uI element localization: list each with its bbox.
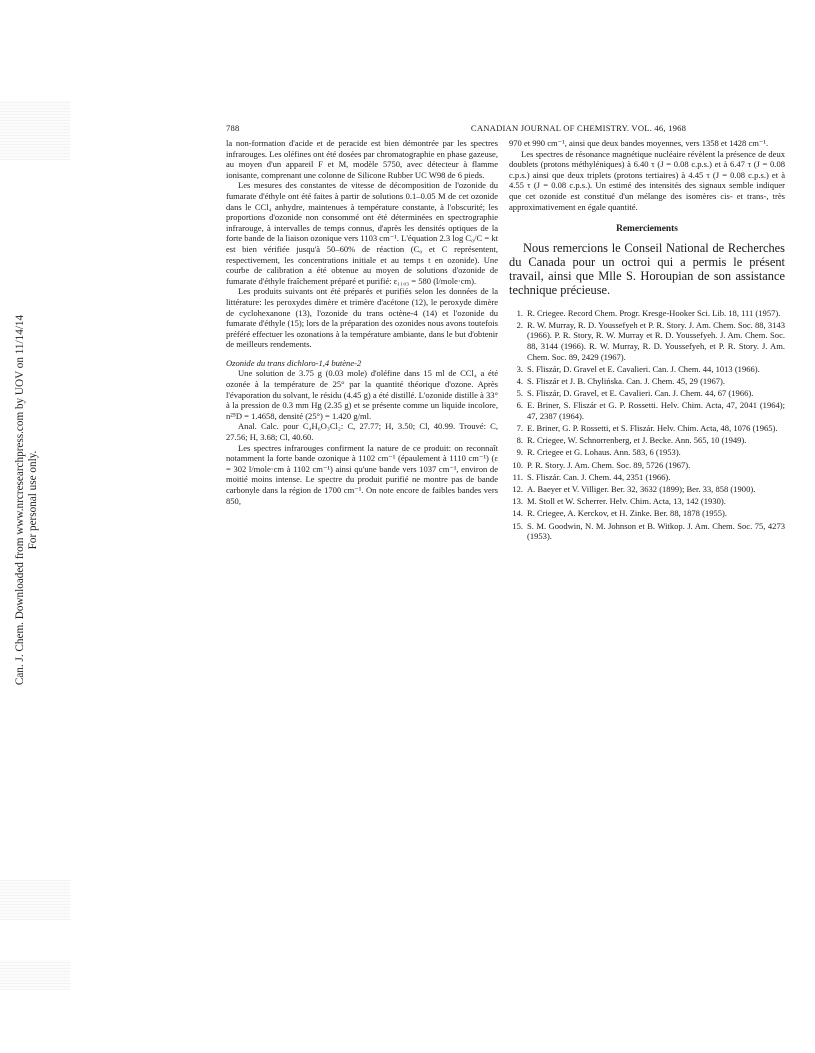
reference-item (509, 308, 785, 319)
reference-item (509, 364, 785, 375)
paragraph: Les mesures des constantes de vitesse de décomposition de l'ozonide du fumarate d'éthyle ont été faites à partir de solutions 0.1–0.05 M de cet ozonide dans le CCl₄ anhydre, maintenues à température constante, à l'obscurité; les proportions d'ozonide non consommé ont été déterminées en spectrographie infrarouge, à intervalles de temps connus, d'après les densités optiques de la forte bande de la liaison ozonique vers 1103 cm⁻¹. L'équation 2.3 log C₀/C = kt est bien vérifiée jusqu'à 50–60% de réaction (C₀ et C représentent, respectivement, les concentrations initiale et au temps t en ozonide). Une courbe de calibration a été obtenue au moyen de solutions d'ozonide de fumarate d'éthyle fraîchement préparé et purifié: ε₁₁₀₃ = 580 (l/mole·cm). (226, 180, 498, 286)
reference-number: 8. (516, 435, 523, 446)
reference-item (509, 320, 785, 362)
left-column (226, 138, 498, 506)
reference-item (509, 472, 785, 483)
paragraph: Les spectres de résonance magnétique nucléaire révèlent la présence de deux doublets (protons méthyléniques) à 6.40 τ (J = 0.08 c.p.s.) et à 6.47 τ (J = 0.08 c.p.s.) ainsi que deux triplets (protons tertiaires) à 4.45 τ (J = 0.08 c.p.s.) et à 4.55 τ (J = 0.08 c.p.s.). Un estimé des intensités des signaux semble indiquer que cet ozonide est constitué d'un mélange des isomères cis- et trans-, très approximativement en égale quantité. (509, 148, 785, 212)
reference-number: 1. (516, 307, 523, 318)
reference-number: 12. (512, 484, 523, 494)
reference-item (509, 460, 785, 471)
reference-number: 10. (512, 459, 523, 470)
reference-item (509, 376, 785, 387)
reference-number: 14. (512, 508, 523, 519)
reference-item (509, 435, 785, 446)
journal-title: CANADIAN JOURNAL OF CHEMISTRY. VOL. 46, 1968 (470, 123, 687, 133)
reference-text: R. Criegee, W. Schnorrenberg, et J. Becke. Ann. 565, 10 (1949). (527, 435, 747, 446)
reference-number: 4. (516, 375, 523, 386)
paragraph: Une solution de 3.75 g (0.03 mole) d'oléfine dans 15 ml de CCl₄ a été ozonée à la température de 25° par la quantité théorique d'ozone. Après l'évaporation du solvant, le résidu (4.45 g) a été distillé. L'ozonide distille à 33° à la pression de 0.3 mm Hg (2.35 g) et se présente comme un liquide incolore, n²⁵D = 1.4658, densité (25°) = 1.420 g/ml. (226, 368, 498, 421)
section-title: Remerciements (616, 224, 678, 235)
reference-item (509, 508, 785, 519)
reference-number: 11. (512, 471, 523, 482)
subsection-heading: Ozonide du trans dichloro-1,4 butène-2 (226, 357, 362, 368)
reference-number: 5. (516, 388, 523, 399)
margin-scan-artifact (0, 960, 70, 990)
reference-number: 3. (516, 363, 523, 374)
reference-text: S. Fliszár. Can. J. Chem. 44, 2351 (1966). (527, 471, 671, 482)
paragraph: la non-formation d'acide et de peracide est bien démontrée par les spectres infrarouges. Les oléfines ont été dosées par chromatographie en phase gazeuse, au moyen d'un appareil F et M, modèle 5750, avec détecteur à flamme ionisante, comprenant une colonne de Silicone Rubber UC W98 de 6 pieds. (226, 138, 498, 180)
right-column (509, 138, 785, 543)
reference-text: E. Briner, S. Fliszár et G. P. Rossetti. Helv. Chim. Acta, 47, 2041 (1964); 47, 2387 (1964). (527, 400, 785, 421)
acknowledgment: Nous remercions le Conseil National de Recherches du Canada pour un octroi qui a permis le présent travail, ainsi que Mlle S. Horoupian de son assistance technique précieuse. (509, 240, 785, 298)
paragraph: Les spectres infrarouges confirment la nature de ce produit: on reconnaît notamment la forte bande ozonique à 1102 cm⁻¹ (épaulement à 1110 cm⁻¹) (ε = 302 l/mole·cm à 1102 cm⁻¹) ainsi qu'une bande vers 1037 cm⁻¹, environ de moitié moins intense. Le spectre du produit purifié ne montre pas de bande carbonyle dans la région de 1700 cm⁻¹. On note encore de faibles bandes vers 850, (226, 442, 498, 506)
reference-number: 15. (512, 520, 523, 531)
reference-item (509, 484, 785, 495)
reference-text: S. Fliszár et J. B. Chylińska. Can. J. Chem. 45, 29 (1967). (527, 375, 725, 386)
reference-text: A. Baeyer et V. Villiger. Ber. 32, 3632 (1899); Ber. 33, 858 (1900). (527, 484, 756, 494)
reference-item (509, 423, 785, 434)
reference-text: S. M. Goodwin, N. M. Johnson et B. Witkop. J. Am. Chem. Soc. 75, 4273 (1953). (527, 520, 785, 542)
reference-number: 7. (516, 423, 523, 434)
reference-number: 13. (512, 496, 523, 507)
reference-text: S. Fliszár, D. Gravel et E. Cavalieri. Can. J. Chem. 44, 1013 (1966). (527, 363, 760, 374)
margin-scan-artifact (0, 880, 70, 920)
reference-text: R. Criegee, A. Kerckov, et H. Zinke. Ber. 88, 1878 (1955). (527, 508, 728, 519)
reference-text: S. Fliszár, D. Gravel, et E. Cavalieri. Can. J. Chem. 44, 67 (1966). (527, 388, 754, 399)
reference-number: 2. (516, 319, 523, 330)
margin-scan-artifact (0, 100, 70, 160)
page-number: 788 (226, 123, 240, 133)
download-watermark (14, 290, 54, 710)
reference-text: P. R. Story. J. Am. Chem. Soc. 89, 5726 (1967). (527, 459, 691, 470)
reference-text: E. Briner, G. P. Rossetti, et S. Fliszár. Helv. Chim. Acta, 48, 1076 (1965). (527, 423, 778, 434)
reference-number: 9. (516, 447, 523, 458)
paragraph: Anal. Calc. pour C₄H₆O₃Cl₂: C, 27.77; H, 3.50; Cl, 40.99. Trouvé: C, 27.56; H, 3.68; Cl, 40.60. (226, 421, 498, 443)
reference-text: R. W. Murray, R. D. Youssefyeh et P. R. Story. J. Am. Chem. Soc. 88, 3143 (1966). P. R. Story, R. W. Murray et R. D. Youssefyeh. J. Am. Chem. Soc. 88, 3144 (1966). R. W. Murray, R. D. Youssefyeh, et P. R. Story. J. Am. Chem. Soc. 89, 2429 (1967). (527, 319, 785, 362)
reference-item (509, 521, 785, 542)
reference-item (509, 447, 785, 458)
watermark-line: For personal use only. (27, 450, 39, 550)
reference-item (509, 400, 785, 421)
reference-number: 6. (516, 400, 523, 411)
reference-text: M. Stoll et W. Scherrer. Helv. Chim. Acta, 13, 142 (1930). (527, 496, 726, 507)
watermark-line: Can. J. Chem. Downloaded from www.nrcresearchpress.com by UOV on 11/14/14 (14, 314, 26, 686)
paragraph: Les produits suivants ont été préparés et purifiés selon les données de la littérature: les peroxydes dimère et trimère d'acétone (12), le peroxyde dimère de cyclohexanone (13), l'ozonide du trans octène-4 (14) et l'ozonide du fumarate d'éthyle (15); lors de la préparation des ozonides nous avons toutefois préféré effectuer les ozonations à la température ambiante, dans le but d'obtenir de meilleurs rendements. (226, 286, 498, 350)
reference-text: R. Criegee et G. Lohaus. Ann. 583, 6 (1953). (527, 447, 681, 458)
paragraph: 970 et 990 cm⁻¹, ainsi que deux bandes moyennes, vers 1358 et 1428 cm⁻¹. (509, 138, 769, 148)
reference-item (509, 388, 785, 399)
reference-item (509, 496, 785, 507)
reference-text: R. Criegee. Record Chem. Progr. Kresge-Hooker Sci. Lib. 18, 111 (1957). (527, 307, 781, 318)
reference-list (509, 308, 785, 542)
